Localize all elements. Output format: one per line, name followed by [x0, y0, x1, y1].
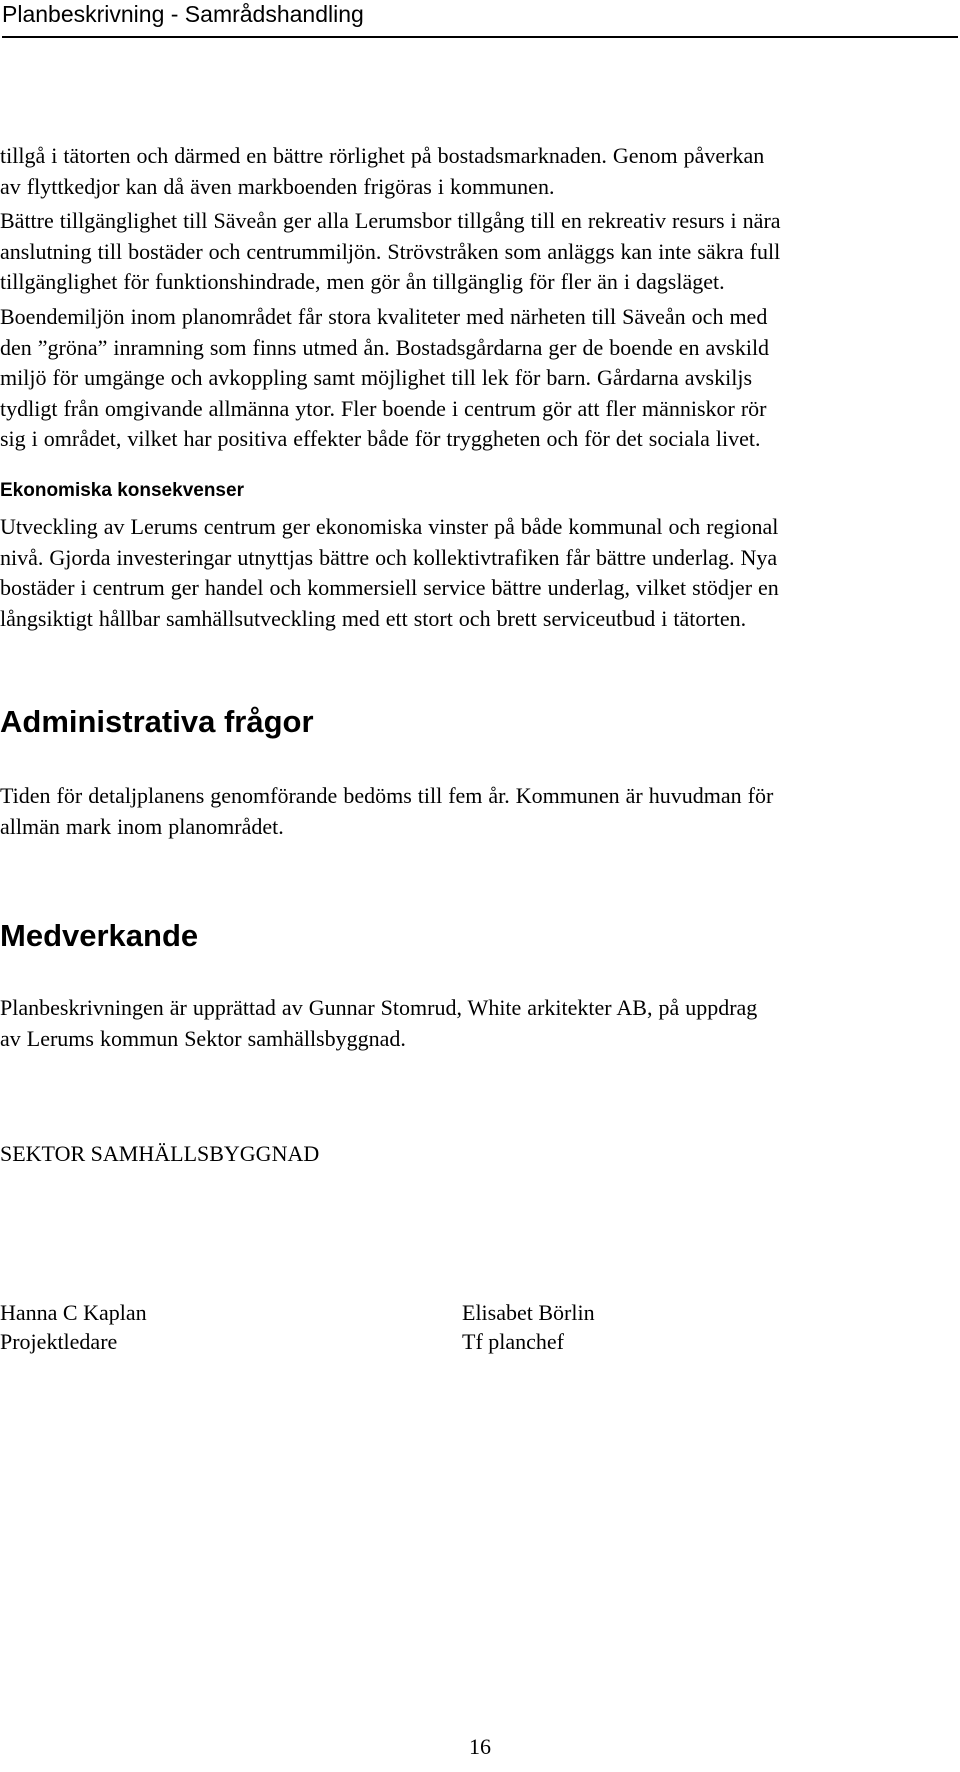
page-header-title: Planbeskrivning - Samrådshandling [2, 1, 364, 27]
paragraph-ekonomiska: Utveckling av Lerums centrum ger ekonomiska vinster på både kommunal och regional nivå. Gjorda investeringar utnyttjas bättre och kollektivtrafiken får bättre underlag. Nya bostäder i centrum ger handel och kommersiell service bättre underlag, vilket stödjer en långsiktigt hållbar samhällsutveckling med ett stort och brett serviceutbud i tätorten. [0, 514, 779, 631]
paragraph-medverkande: Planbeskrivningen är upprättad av Gunnar Stomrud, White arkitekter AB, på uppdrag av Lerums kommun Sektor samhällsbyggnad. [0, 995, 758, 1051]
paragraph-housing-market: tillgå i tätorten och därmed en bättre rörlighet på bostadsmarknaden. Genom påverkan av flyttkedjor kan då även markboenden frigöras i kommunen. [0, 143, 765, 199]
paragraph-administrativa: Tiden för detaljplanens genomförande bedöms till fem år. Kommunen är huvudman för allmän mark inom planområdet. [0, 783, 774, 839]
paragraph-accessibility: Bättre tillgänglighet till Säveån ger alla Lerumsbor tillgång till en rekreativ resurs i nära anslutning till bostäder och centrummiljön. Strövstråken som anläggs kan inte säkra full tillgänglighet för funktionshindrade, men gör ån tillgänglig för fler än i dagsläget. [0, 208, 781, 294]
signatory-role: Projektledare [0, 1329, 118, 1354]
signatory-role: Tf planchef [462, 1329, 564, 1354]
signatory-name: Hanna C Kaplan [0, 1300, 147, 1325]
page-number: 16 [469, 1734, 491, 1759]
sektor-label: SEKTOR SAMHÄLLSBYGGNAD [0, 1141, 320, 1166]
heading-medverkande: Medverkande [0, 918, 199, 953]
paragraph-living-environment: Boendemiljön inom planområdet får stora kvaliteter med närheten till Säveån och med den ”gröna” inramning som finns utmed ån. Bostadsgårdarna ger de boende en avskild miljö för umgänge och avkoppling samt möjlighet till lek för barn. Gårdarna avskiljs tydligt från omgivande allmänna ytor. Fler boende i centrum gör att fler människor rör sig i området, vilket har positiva effekter både för tryggheten och för det sociala livet. [0, 304, 770, 451]
header-divider [2, 36, 958, 38]
heading-ekonomiska-konsekvenser: Ekonomiska konsekvenser [0, 480, 244, 501]
signatory-name: Elisabet Börlin [462, 1300, 595, 1325]
heading-administrativa-fragor: Administrativa frågor [0, 704, 314, 739]
